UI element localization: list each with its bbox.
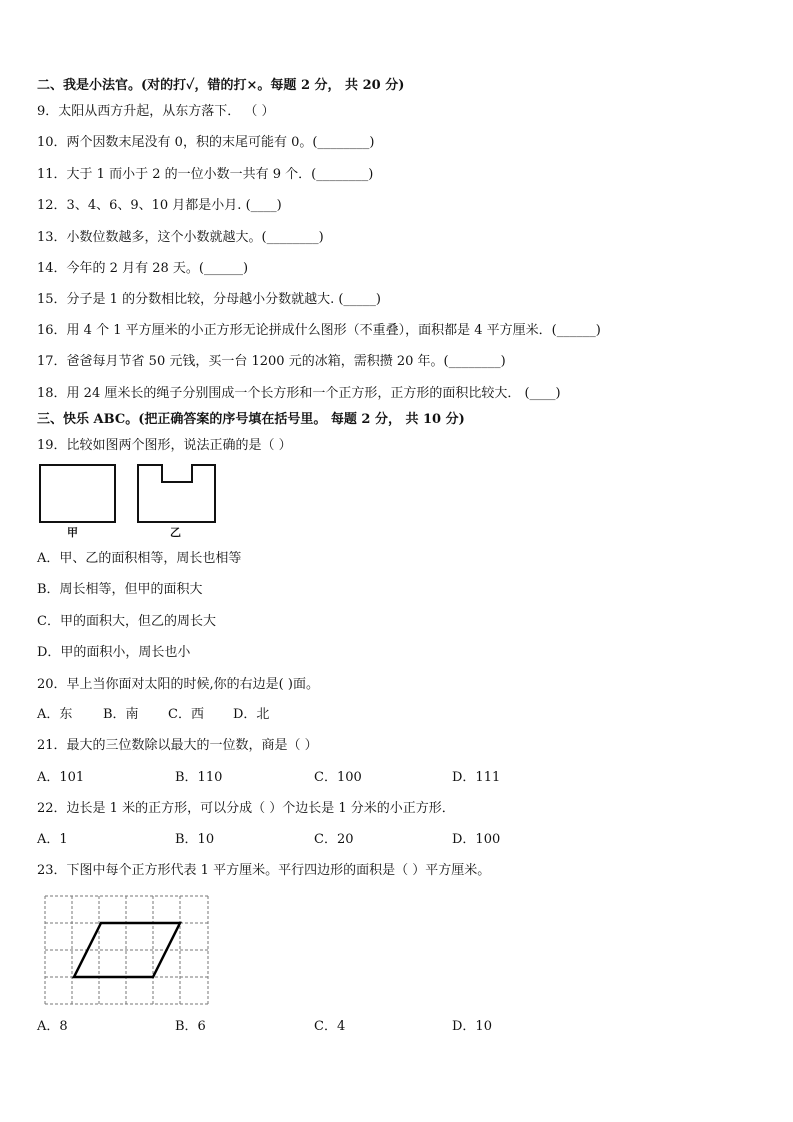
question-23: 23．下图中每个正方形代表 1 平方厘米。平行四边形的面积是（ ）平方厘米。 bbox=[37, 863, 491, 878]
q19-figure bbox=[38, 462, 220, 542]
q22-option-b: B．10 bbox=[175, 832, 215, 847]
question-12: 12．3、4、6、9、10 月都是小月. (____) bbox=[37, 198, 282, 213]
question-17: 17．爸爸每月节省 50 元钱，买一台 1200 元的冰箱，需积攒 20 年。(________) bbox=[37, 354, 506, 369]
section-3-title: 三、快乐 ABC。(把正确答案的序号填在括号里。 每题 2 分， 共 10 分) bbox=[37, 412, 465, 427]
q20-option-b: B．南 bbox=[103, 707, 139, 722]
q23-option-c: C．4 bbox=[314, 1019, 346, 1034]
q23-option-a: A．8 bbox=[37, 1019, 68, 1034]
question-10: 10．两个因数末尾没有 0，积的末尾可能有 0。(________) bbox=[37, 135, 375, 150]
question-9: 9．太阳从西方升起，从东方落下． （ ） bbox=[37, 104, 275, 119]
question-14: 14．今年的 2 月有 28 天。(______) bbox=[37, 261, 249, 276]
shape-jia bbox=[40, 465, 115, 522]
q19-option-a: A．甲、乙的面积相等，周长也相等 bbox=[37, 551, 242, 566]
section-2-title: 二、我是小法官。(对的打✓，错的打×。每题 2 分， 共 20 分) bbox=[37, 78, 405, 93]
question-13: 13．小数位数越多，这个小数就越大。(________) bbox=[37, 230, 324, 245]
q22-option-c: C．20 bbox=[314, 832, 354, 847]
q19-option-c: C．甲的面积大，但乙的周长大 bbox=[37, 614, 216, 629]
q23-option-b: B．6 bbox=[175, 1019, 206, 1034]
q23-grid-figure bbox=[44, 895, 210, 1007]
q21-option-d: D．111 bbox=[452, 770, 501, 785]
q21-option-c: C．100 bbox=[314, 770, 362, 785]
q21-option-b: B．110 bbox=[175, 770, 223, 785]
question-18: 18．用 24 厘米长的绳子分别围成一个长方形和一个正方形，正方形的面积比较大． (____) bbox=[37, 386, 561, 401]
question-22: 22．边长是 1 米的正方形，可以分成（ ）个边长是 1 分米的小正方形． bbox=[37, 801, 455, 816]
q23-option-d: D．10 bbox=[452, 1019, 492, 1034]
question-15: 15．分子是 1 的分数相比较，分母越小分数就越大. (_____) bbox=[37, 292, 381, 307]
shape-yi bbox=[138, 465, 215, 522]
q19-option-b: B．周长相等，但甲的面积大 bbox=[37, 582, 203, 597]
question-21: 21．最大的三位数除以最大的一位数，商是（ ） bbox=[37, 738, 318, 753]
label-jia: 甲 bbox=[67, 526, 78, 539]
q20-option-c: C．西 bbox=[168, 707, 204, 722]
question-16: 16．用 4 个 1 平方厘米的小正方形无论拼成什么图形（不重叠），面积都是 4 平方厘米．(______) bbox=[37, 323, 601, 338]
q19-option-d: D．甲的面积小，周长也小 bbox=[37, 645, 191, 660]
q20-option-d: D．北 bbox=[233, 707, 270, 722]
question-19: 19．比较如图两个图形，说法正确的是（ ） bbox=[37, 438, 292, 453]
q21-option-a: A．101 bbox=[37, 770, 85, 785]
q22-option-d: D．100 bbox=[452, 832, 501, 847]
question-20: 20．早上当你面对太阳的时候,你的右边是( )面。 bbox=[37, 677, 319, 692]
question-11: 11．大于 1 而小于 2 的一位小数一共有 9 个．(________) bbox=[37, 167, 374, 182]
grid-lines bbox=[45, 896, 208, 1004]
label-yi: 乙 bbox=[170, 526, 181, 539]
q22-option-a: A．1 bbox=[37, 832, 68, 847]
q20-option-a: A．东 bbox=[37, 707, 73, 722]
